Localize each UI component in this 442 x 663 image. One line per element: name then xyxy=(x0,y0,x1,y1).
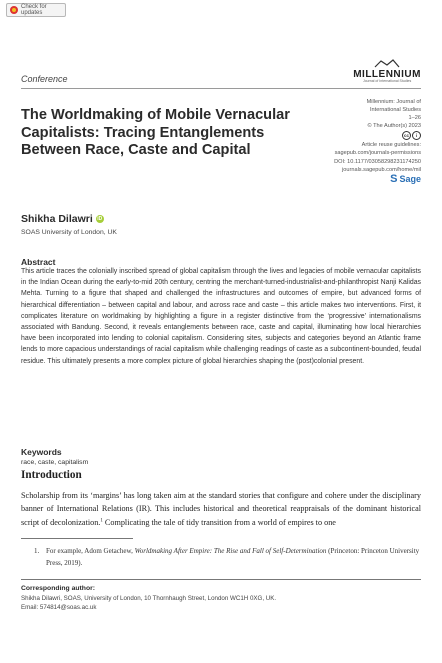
check-for-updates-badge[interactable] xyxy=(6,3,66,17)
keywords-text: race, caste, capitalism xyxy=(21,459,89,466)
footnote-book-title: Worldmaking After Empire: The Rise and Fall of Self-Determination xyxy=(134,547,327,555)
article-title: The Worldmaking of Mobile Vernacular Capitalists: Tracing Entanglements Between Race, Caste and Capital xyxy=(21,107,290,159)
footnote-number: 1. xyxy=(34,547,40,555)
article-metadata xyxy=(271,98,421,183)
journal-name: Millennium: Journal of xyxy=(366,99,421,105)
abstract-heading: Abstract xyxy=(21,257,56,267)
correspondence-email[interactable]: Email: 574814@soas.ac.uk xyxy=(21,604,97,611)
doi[interactable]: DOI: 10.1177/03058298231174250 xyxy=(334,158,421,165)
author xyxy=(21,213,104,225)
journal-logo-name: MILLENNIUM xyxy=(353,69,421,80)
crossmark-icon xyxy=(10,6,18,14)
journal-logo-subtitle: Journal of International Studies xyxy=(362,79,412,83)
correspondence-heading: Corresponding author: xyxy=(21,585,96,592)
journal-logo-mark-icon xyxy=(353,59,421,68)
introduction-text: Scholarship from its ‘margins’ has long taken aim at the standard stories that configure and cohere under the disciplinary banner of International Relations (IR). This includes historical and theoretical reappraisals of the dominant historical script of decolonization.$^1$ Complicating the tale of tidy transition from a world of empires to one xyxy=(21,491,421,527)
publisher-logo xyxy=(271,172,421,185)
section-label: Conference xyxy=(21,74,68,84)
footnote-reference[interactable]: 1 xyxy=(100,517,103,523)
journal-url[interactable]: journals.sagepub.com/home/mil xyxy=(342,166,421,173)
footnote: 1. For example, Adom Getachew, Worldmaking After Empire: The Rise and Fall of Self-Determination (Princeton: Princeton University Press, 2019). xyxy=(34,547,420,567)
orcid-icon[interactable]: iD xyxy=(97,216,103,222)
reuse-guidelines-label: Article reuse guidelines: xyxy=(361,142,421,149)
publisher-name: Sage xyxy=(399,173,421,184)
keywords-heading: Keywords xyxy=(21,447,62,457)
introduction-heading: Introduction xyxy=(21,469,82,481)
check-for-updates-label: Check for updates xyxy=(21,4,47,16)
sage-logo-icon: S xyxy=(390,172,398,185)
header-divider xyxy=(21,88,421,89)
correspondence-divider xyxy=(21,579,421,580)
author-affiliation: SOAS University of London, UK xyxy=(21,229,117,236)
journal-name-line2: International Studies xyxy=(370,107,421,114)
reuse-guidelines-link[interactable]: sagepub.com/journals-permissions xyxy=(334,150,421,157)
page-range: 1–26 xyxy=(408,115,421,122)
journal-logo xyxy=(353,59,421,83)
copyright: © The Author(s) 2023 xyxy=(367,123,421,130)
author-name: Shikha Dilawri xyxy=(21,213,93,225)
creative-commons-icon: cc i xyxy=(402,131,421,140)
abstract-text: This article traces the colonially inscribed spread of global capitalism through the lives and legacies of mobile vernacular capitalists in the Indian Ocean during the early-to-mid 20th century, centring the merchant-turned-industrialist-and-philanthropist Nanji Kalidas Mehta. Turning to a figure that shaped and challenged the infrastructures and outcomes of empire, but advanced forms of hierarchical differentiation – between capital and labour, and across race and caste – this article makes two interventions. First, it complicates literature on worldmaking by highlighting a figure in a register distinctive from the ‘progressive’ internationalisms associated with Bandung. Second, it reveals entanglements between race, caste and capital, illuminating how local hierarchies have been incorporated into lending to colonial capitalism. Considering sites, subjects and categories beyond an Atlantic frame lends to more capacious understandings of racial capitalism while challenging readings of caste as a subcontinent-bounded, feudal residue. This ultimately presents a more complex picture of global hierarchies shaping the (post)colonial present. xyxy=(21,268,421,365)
footnote-divider xyxy=(21,538,133,539)
correspondence-address: Shikha Dilawri, SOAS, University of London, 10 Thornhaugh Street, London WC1H 0XG, UK. xyxy=(21,595,277,602)
